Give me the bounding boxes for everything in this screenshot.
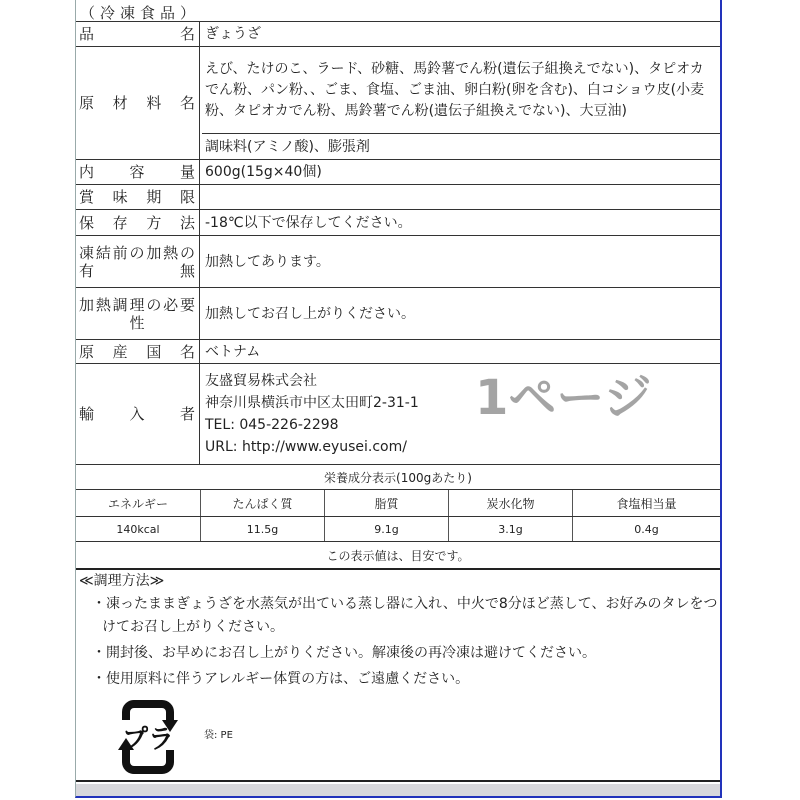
nutrition-value: 9.1g xyxy=(325,517,449,541)
value: えび、たけのこ、ラード、砂糖、馬鈴薯でん粉(遺伝子組換えでない)、タピオカでん粉、パン粉、、ごま、食塩、ごま油、卵白粉(卵を含む)、白コショウ皮(小麦粉、タピオカでん粉、馬鈴薯でん粉(遺伝子組換えでない)、大豆油) xyxy=(202,47,720,134)
value: ぎょうざ xyxy=(205,26,261,42)
importer-phone: TEL: 045-226-2298 xyxy=(205,417,339,433)
label: 賞味期限 xyxy=(79,188,196,206)
row-origin xyxy=(76,340,720,364)
recycle-mark-text: プラ xyxy=(121,725,175,755)
nutrition-note-row xyxy=(76,542,720,568)
nutrition-title: 栄養成分表示(100gあたり) xyxy=(324,470,472,485)
row-best-before xyxy=(76,185,720,210)
value: ベトナム xyxy=(205,343,261,360)
label: 内容量 xyxy=(79,163,196,181)
importer-company: 友盛貿易株式会社 xyxy=(205,373,317,389)
nutrition-note: この表示値は、目安です。 xyxy=(326,548,470,563)
plastic-recycle-icon xyxy=(106,698,188,776)
label: 原材料名 xyxy=(79,94,196,112)
nutrition-header: 脂質 xyxy=(325,490,449,516)
value: 加熱してあります。 xyxy=(205,253,330,270)
cooking-item: ・凍ったままぎょうざを水蒸気が出ている蒸し器に入れ、中火で8分ほど蒸して、お好みのタレをつけてお召し上がりください。 xyxy=(92,596,718,635)
label: 原産国名 xyxy=(79,342,196,361)
nutrition-header-row xyxy=(76,490,720,517)
value: 600g(15g×40個) xyxy=(205,164,322,180)
value xyxy=(202,185,720,209)
row-contents xyxy=(76,160,720,185)
row-storage xyxy=(76,210,720,236)
nutrition-header: 炭水化物 xyxy=(449,490,573,516)
additives: 調味料(アミノ酸)、膨張剤 xyxy=(205,139,370,155)
label: 輸入者 xyxy=(79,405,196,423)
nutrition-header: エネルギー xyxy=(76,490,201,516)
nutrition-value-row xyxy=(76,517,720,542)
label: 凍結前の加熱の有無 xyxy=(79,243,196,280)
material-label: 袋: PE xyxy=(204,730,233,741)
nutrition-value: 0.4g xyxy=(634,522,659,536)
cooking-item: ・使用原料に伴うアレルギー体質の方は、ご遠慮ください。 xyxy=(92,671,470,687)
nutrition-value: 11.5g xyxy=(201,517,325,541)
page-watermark: 1ページ xyxy=(475,370,652,426)
nutrition-header: たんぱく質 xyxy=(201,490,325,516)
nutrition-value: 3.1g xyxy=(449,517,573,541)
importer-address: 神奈川県横浜市中区太田町2-31-1 xyxy=(205,395,419,411)
nutrition-header: 食塩相当量 xyxy=(616,496,677,511)
header-row xyxy=(76,0,720,22)
label: 保存方法 xyxy=(79,213,196,232)
cooking-title: ≪調理方法≫ xyxy=(79,573,165,589)
frozen-food-title: （冷凍食品） xyxy=(80,4,201,22)
row-preheated xyxy=(76,236,720,288)
row-product-name xyxy=(76,22,720,47)
label: 品名 xyxy=(79,25,196,43)
value: 加熱してお召し上がりください。 xyxy=(205,305,415,322)
page-footer-bar xyxy=(76,784,720,796)
nutrition-value: 140kcal xyxy=(76,517,201,541)
label: 加熱調理の必要性 xyxy=(79,295,196,332)
importer-url: URL: http://www.eyusei.com/ xyxy=(205,439,407,455)
nutrition-title-row xyxy=(76,465,720,490)
row-ingredients xyxy=(76,47,720,160)
value: -18℃以下で保存してください。 xyxy=(205,214,412,231)
row-cooking-needed xyxy=(76,288,720,340)
cooking-section xyxy=(76,568,720,782)
cooking-item: ・開封後、お早めにお召し上がりください。解凍後の再冷凍は避けてください。 xyxy=(92,645,596,661)
